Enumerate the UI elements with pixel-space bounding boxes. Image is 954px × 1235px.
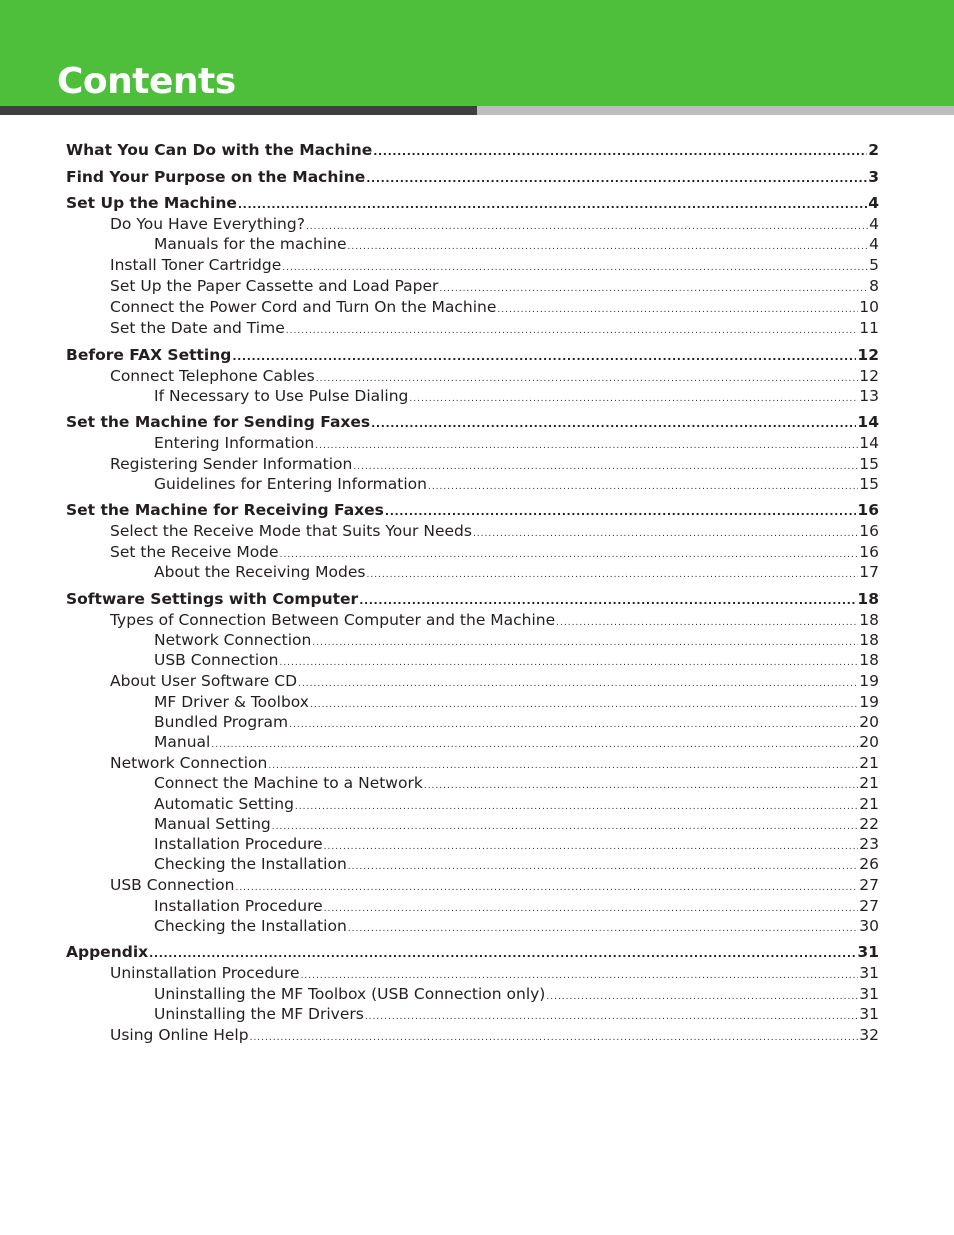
toc-entry-label: Manuals for the machine	[154, 235, 347, 253]
toc-entry[interactable]	[66, 412, 879, 433]
toc-entry-page-number: 11	[859, 319, 879, 337]
toc-entry-label: About User Software CD	[110, 672, 298, 690]
header-rule-light	[477, 106, 954, 115]
toc-entry-label: Uninstallation Procedure	[110, 964, 300, 982]
toc-entry-label: Set the Machine for Receiving Faxes	[66, 501, 384, 519]
toc-entry-label: Checking the Installation	[154, 917, 347, 935]
toc-entry[interactable]	[154, 854, 879, 875]
toc-entry[interactable]	[110, 610, 879, 631]
toc-entry[interactable]	[154, 712, 879, 733]
toc-entry-label: Manual	[154, 733, 211, 751]
toc-entry[interactable]	[110, 276, 879, 297]
dot-leader	[371, 413, 856, 434]
toc-entry[interactable]	[66, 589, 879, 610]
dot-leader	[250, 1028, 859, 1049]
toc-entry-page-number: 4	[869, 235, 879, 253]
toc-entry-page-number: 18	[859, 651, 879, 669]
toc-entry[interactable]	[154, 732, 879, 753]
toc-entry[interactable]	[154, 794, 879, 815]
toc-entry-label: Connect Telephone Cables	[110, 367, 315, 385]
toc-entry-label: Bundled Program	[154, 713, 289, 731]
toc-entry-label: Using Online Help	[110, 1026, 249, 1044]
toc-entry-label: Before FAX Setting	[66, 346, 232, 364]
toc-entry[interactable]	[154, 984, 879, 1005]
toc-entry-label: Find Your Purpose on the Machine	[66, 168, 366, 186]
toc-entry-label: If Necessary to Use Pulse Dialing	[154, 387, 409, 405]
toc-entry[interactable]	[110, 297, 879, 318]
toc-entry-page-number: 18	[857, 590, 879, 608]
toc-entry-label: Checking the Installation	[154, 855, 347, 873]
toc-entry-label: Uninstalling the MF Toolbox (USB Connection only)	[154, 985, 546, 1003]
toc-entry-label: Set the Date and Time	[110, 319, 285, 337]
dot-leader	[232, 346, 856, 367]
toc-entry-label: Guidelines for Entering Information	[154, 475, 427, 493]
toc-entry-label: About the Receiving Modes	[154, 563, 366, 581]
toc-entry-page-number: 2	[868, 141, 879, 159]
toc-entry[interactable]	[110, 454, 879, 475]
dot-leader	[373, 141, 867, 162]
page-title: Contents	[57, 61, 236, 102]
header-rule-dark	[0, 106, 477, 115]
toc-entry-label: MF Driver & Toolbox	[154, 693, 309, 711]
toc-entry-page-number: 4	[869, 215, 879, 233]
toc-entry[interactable]	[66, 345, 879, 366]
toc-entry-label: Do You Have Everything?	[110, 215, 305, 233]
toc-entry-label: Set Up the Paper Cassette and Load Paper	[110, 277, 439, 295]
toc-entry-page-number: 5	[869, 256, 879, 274]
toc-entry[interactable]	[154, 896, 879, 917]
toc-entry-label: USB Connection	[154, 651, 279, 669]
toc-entry-page-number: 16	[857, 501, 879, 519]
toc-entry-label: Set the Machine for Sending Faxes	[66, 413, 371, 431]
dot-leader	[409, 389, 858, 410]
toc-entry-label: Installation Procedure	[154, 835, 323, 853]
toc-entry[interactable]	[66, 500, 879, 521]
toc-entry-label: Manual Setting	[154, 815, 271, 833]
toc-entry-page-number: 19	[859, 693, 879, 711]
toc-entry[interactable]	[154, 562, 879, 583]
toc-entry[interactable]	[66, 167, 879, 188]
toc-entry[interactable]	[110, 318, 879, 339]
toc-entry[interactable]	[110, 542, 879, 563]
toc-entry[interactable]	[154, 692, 879, 713]
toc-entry-label: Automatic Setting	[154, 795, 294, 813]
toc-entry-label: Entering Information	[154, 434, 315, 452]
toc-entry-page-number: 8	[869, 277, 879, 295]
toc-entry-page-number: 31	[859, 1005, 879, 1023]
dot-leader	[359, 590, 856, 611]
toc-entry-page-number: 14	[859, 434, 879, 452]
toc-entry[interactable]	[154, 773, 879, 794]
dot-leader	[286, 321, 859, 342]
toc-entry-page-number: 23	[859, 835, 879, 853]
toc-entry-page-number: 18	[859, 611, 879, 629]
toc-entry[interactable]	[154, 1004, 879, 1025]
toc-entry-page-number: 21	[859, 754, 879, 772]
toc-entry-label: Network Connection	[154, 631, 312, 649]
toc-entry[interactable]	[154, 474, 879, 495]
toc-entry-page-number: 3	[868, 168, 879, 186]
dot-leader	[238, 194, 867, 215]
toc-entry-page-number: 20	[859, 733, 879, 751]
toc-entry-label: Set the Receive Mode	[110, 543, 279, 561]
toc-entry[interactable]	[110, 671, 879, 692]
toc-entry-page-number: 14	[857, 413, 879, 431]
toc-entry[interactable]	[66, 140, 879, 161]
toc-entry[interactable]	[110, 366, 879, 387]
toc-entry-page-number: 30	[859, 917, 879, 935]
toc-entry[interactable]	[154, 650, 879, 671]
toc-entry-page-number: 21	[859, 774, 879, 792]
toc-entry-label: Select the Receive Mode that Suits Your Needs	[110, 522, 472, 540]
toc-entry-page-number: 32	[859, 1026, 879, 1044]
toc-entry-page-number: 10	[859, 298, 879, 316]
dot-leader	[348, 919, 858, 940]
header-banner	[0, 0, 954, 106]
toc-entry-page-number: 26	[859, 855, 879, 873]
toc-entry-page-number: 15	[859, 455, 879, 473]
toc-entry-label: What You Can Do with the Machine	[66, 141, 373, 159]
toc-entry[interactable]	[154, 433, 879, 454]
dot-leader	[366, 168, 867, 189]
toc-entry[interactable]	[110, 1025, 879, 1046]
toc-entry-page-number: 27	[859, 897, 879, 915]
toc-entry-label: Installation Procedure	[154, 897, 323, 915]
toc-entry-label: Appendix	[66, 943, 149, 961]
toc-entry-page-number: 15	[859, 475, 879, 493]
toc-entry-page-number: 16	[859, 522, 879, 540]
dot-leader	[428, 477, 858, 498]
toc-entry[interactable]	[110, 214, 879, 235]
toc-entry-page-number: 19	[859, 672, 879, 690]
toc-entry-label: Uninstalling the MF Drivers	[154, 1005, 364, 1023]
dot-leader	[149, 943, 856, 964]
toc-entry-page-number: 18	[859, 631, 879, 649]
toc-entry-page-number: 17	[859, 563, 879, 581]
toc-entry-label: Install Toner Cartridge	[110, 256, 282, 274]
toc-entry-label: Connect the Machine to a Network	[154, 774, 423, 792]
toc-entry-page-number: 21	[859, 795, 879, 813]
toc-entry[interactable]	[110, 255, 879, 276]
toc-entry[interactable]	[110, 753, 879, 774]
toc-entry-page-number: 22	[859, 815, 879, 833]
toc-entry[interactable]	[154, 814, 879, 835]
toc-entry[interactable]	[154, 834, 879, 855]
toc-entry-label: Registering Sender Information	[110, 455, 353, 473]
toc-entry[interactable]	[110, 963, 879, 984]
toc-entry-label: Connect the Power Cord and Turn On the Machine	[110, 298, 497, 316]
dot-leader	[366, 565, 858, 586]
toc-entry-label: Software Settings with Computer	[66, 590, 359, 608]
toc-entry-page-number: 12	[859, 367, 879, 385]
toc-entry-page-number: 31	[859, 964, 879, 982]
toc-entry-page-number: 13	[859, 387, 879, 405]
toc-entry[interactable]	[154, 630, 879, 651]
toc-entry[interactable]	[66, 942, 879, 963]
toc-entry[interactable]	[154, 386, 879, 407]
toc-entry-label: Types of Connection Between Computer and the Machine	[110, 611, 556, 629]
toc-entry-label: USB Connection	[110, 876, 235, 894]
toc-entry[interactable]	[66, 193, 879, 214]
toc-entry[interactable]	[154, 916, 879, 937]
toc-entry[interactable]	[110, 521, 879, 542]
toc-entry-page-number: 4	[868, 194, 879, 212]
toc-entry-label: Network Connection	[110, 754, 268, 772]
toc-entry-page-number: 12	[857, 346, 879, 364]
toc-entry-page-number: 16	[859, 543, 879, 561]
toc-entry-page-number: 31	[857, 943, 879, 961]
toc-entry-page-number: 31	[859, 985, 879, 1003]
toc-entry[interactable]	[110, 875, 879, 896]
dot-leader	[385, 501, 857, 522]
toc-entry[interactable]	[154, 234, 879, 255]
toc-entry-page-number: 27	[859, 876, 879, 894]
toc-entry-page-number: 20	[859, 713, 879, 731]
toc-entry-label: Set Up the Machine	[66, 194, 237, 212]
